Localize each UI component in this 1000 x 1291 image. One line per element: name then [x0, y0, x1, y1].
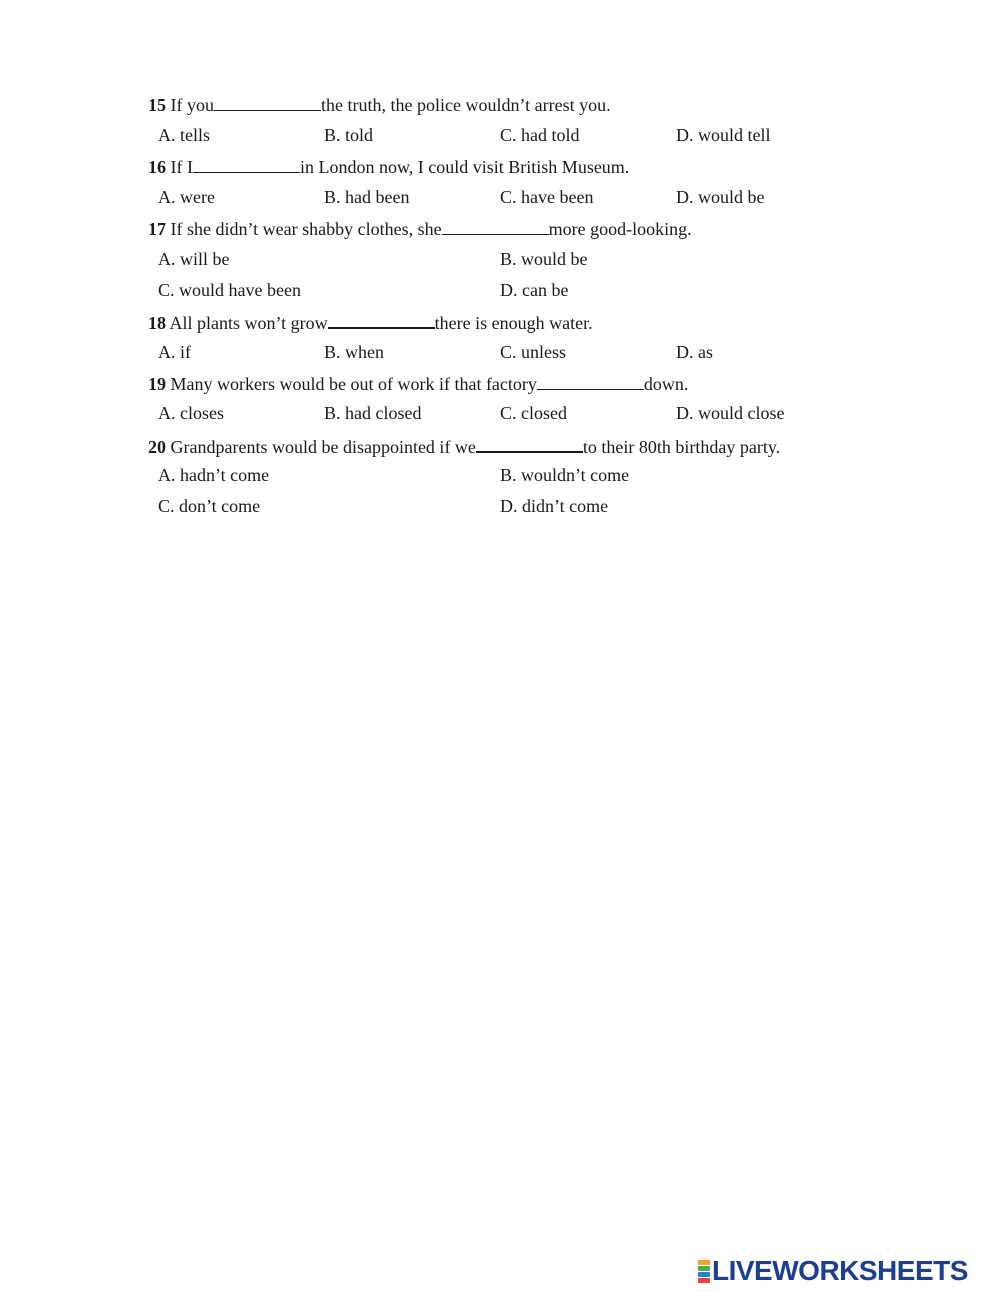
option-c: C. closed — [500, 403, 567, 423]
question-number: 20 — [148, 437, 166, 457]
answer-blank[interactable] — [476, 434, 583, 453]
option-c: C. unless — [500, 342, 567, 362]
question-text-before: Grandparents would be disappointed if we — [166, 437, 476, 457]
question-20 — [148, 434, 780, 458]
option-c: C. have been — [500, 187, 594, 207]
question-text-after: in London now, I could visit British Museum. — [299, 157, 630, 177]
option-d: D. would close — [676, 403, 785, 423]
question-17 — [148, 217, 692, 240]
answer-blank[interactable] — [328, 310, 435, 329]
option-a: A. will be — [158, 249, 230, 269]
option-b: B. wouldn’t come — [500, 465, 630, 485]
option-b: B. had been — [324, 187, 410, 207]
option-d: D. didn’t come — [500, 496, 609, 516]
question-text-before: If she didn’t wear shabby clothes, she — [166, 219, 442, 239]
answer-blank[interactable] — [442, 217, 549, 235]
option-d: D. would be — [676, 187, 765, 207]
option-a: A. closes — [158, 403, 224, 423]
question-text-after: more good-looking. — [548, 219, 692, 239]
option-a: A. were — [158, 187, 215, 207]
question-15 — [148, 93, 611, 116]
option-a: A. tells — [158, 125, 210, 145]
option-d: D. would tell — [676, 125, 771, 145]
question-text-after: down. — [643, 374, 689, 394]
liveworksheets-logo — [698, 1257, 968, 1285]
question-text-before: If I — [166, 157, 193, 177]
question-number: 17 — [148, 219, 166, 239]
question-text-after: there is enough water. — [434, 313, 593, 333]
logo-text: LIVEWORKSHEETS — [712, 1255, 968, 1286]
option-b: B. had closed — [324, 403, 422, 423]
option-b: B. would be — [500, 249, 588, 269]
option-a: A. hadn’t come — [158, 465, 270, 485]
question-number: 15 — [148, 95, 166, 115]
option-c: C. don’t come — [158, 496, 261, 516]
question-text-after: to their 80th birthday party. — [582, 437, 781, 457]
logo-mark-icon — [698, 1259, 710, 1283]
option-b: B. when — [324, 342, 384, 362]
question-19 — [148, 372, 688, 395]
option-c: C. had told — [500, 125, 580, 145]
option-d: D. as — [676, 342, 713, 362]
question-text-before: All plants won’t grow — [166, 313, 328, 333]
option-a: A. if — [158, 342, 191, 362]
question-text-after: the truth, the police wouldn’t arrest you. — [321, 95, 611, 115]
question-number: 16 — [148, 157, 166, 177]
option-d: D. can be — [500, 280, 569, 300]
question-text-before: Many workers would be out of work if that factory — [166, 374, 537, 394]
answer-blank[interactable] — [193, 155, 300, 173]
question-16 — [148, 155, 629, 178]
answer-blank[interactable] — [537, 372, 644, 390]
question-number: 19 — [148, 374, 166, 394]
question-number: 18 — [148, 313, 166, 333]
option-b: B. told — [324, 125, 374, 145]
question-18 — [148, 310, 593, 334]
option-c: C. would have been — [158, 280, 301, 300]
answer-blank[interactable] — [214, 93, 321, 111]
question-text-before: If you — [166, 95, 214, 115]
